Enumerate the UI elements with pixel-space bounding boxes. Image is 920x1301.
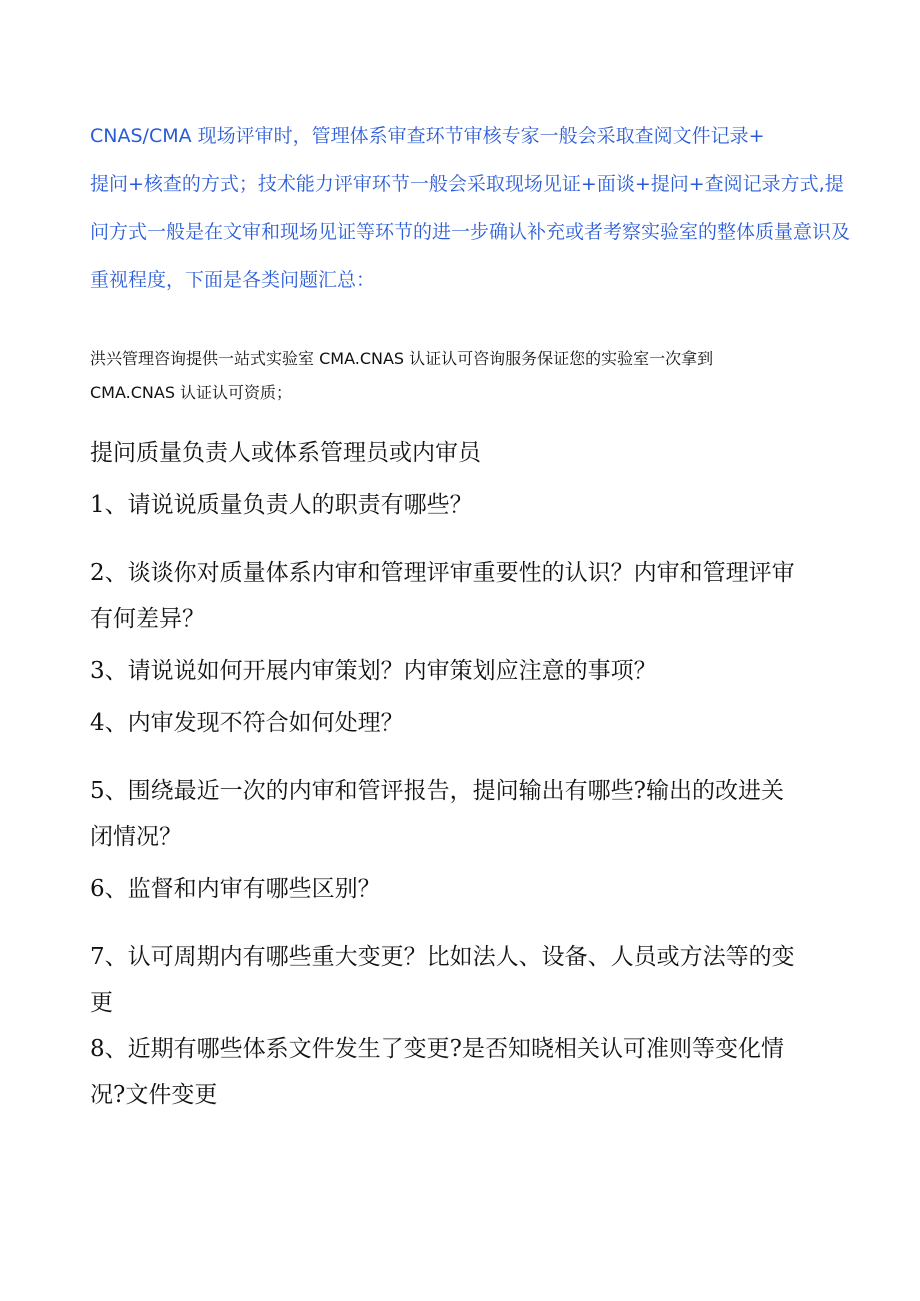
question-line: 3、请说说如何开展内审策划？内审策划应注意的事项？ [90, 658, 657, 684]
intro-line: 重视程度，下面是各类问题汇总： [90, 269, 376, 291]
question-item-1 [90, 482, 850, 528]
question-line: 1、请说说质量负责人的职责有哪些？ [90, 492, 473, 518]
question-line: 7、认可周期内有哪些重大变更？比如法人、设备、人员或方法等的变 [90, 944, 795, 970]
question-item-5 [90, 768, 850, 860]
promo-line: CMA.CNAS 认证认可资质； [90, 383, 293, 402]
question-item-3 [90, 648, 850, 694]
promo-paragraph [90, 342, 850, 410]
question-item-4 [90, 700, 850, 746]
intro-line: 问方式一般是在文审和现场见证等环节的进一步确认补充或者考察实验室的整体质量意识及 [90, 221, 851, 243]
question-line: 2、谈谈你对质量体系内审和管理评审重要性的认识？内审和管理评审 [90, 560, 795, 586]
question-line: 8、近期有哪些体系文件发生了变更?是否知晓相关认可准则等变化情 [90, 1036, 784, 1062]
question-line: 更 [90, 990, 113, 1016]
question-line: 6、监督和内审有哪些区别？ [90, 876, 381, 902]
question-line: 况?文件变更 [90, 1082, 218, 1108]
question-line: 4、内审发现不符合如何处理？ [90, 710, 404, 736]
promo-line: 洪兴管理咨询提供一站式实验室 CMA.CNAS 认证认可咨询服务保证您的实验室一次拿到 [90, 349, 714, 368]
intro-paragraph [90, 112, 850, 304]
intro-line: CNAS/CMA 现场评审时，管理体系审查环节审核专家一般会采取查阅文件记录+ [90, 125, 765, 147]
question-item-7 [90, 934, 850, 1026]
intro-line: 提问+核查的方式；技术能力评审环节一般会采取现场见证+面谈+提问+查阅记录方式,提 [90, 173, 844, 195]
question-line: 闭情况？ [90, 824, 182, 850]
question-item-6 [90, 866, 850, 912]
section-heading: 提问质量负责人或体系管理员或内审员 [90, 440, 481, 466]
question-line: 有何差异？ [90, 606, 205, 632]
question-item-2 [90, 550, 850, 642]
question-section [90, 430, 850, 1118]
question-line: 5、围绕最近一次的内审和管评报告，提问输出有哪些?输出的改进关 [90, 778, 784, 804]
question-item-8 [90, 1026, 850, 1118]
